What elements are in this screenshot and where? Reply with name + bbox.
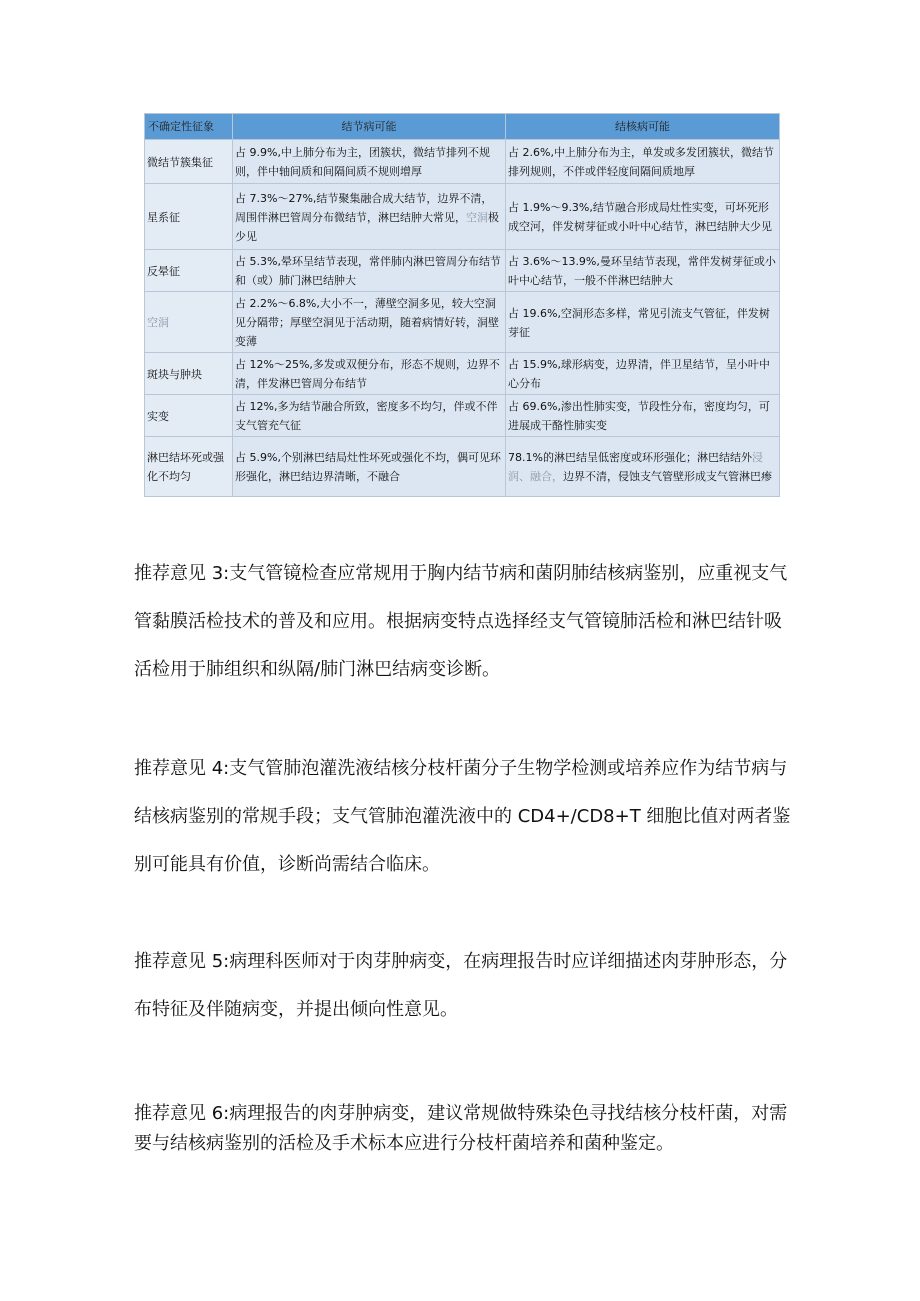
recommendation-text: 支气管镜检查应常规用于胸内结节病和菌阴肺结核病鉴别，应重视支气管黏膜活检技术的普及和应用。根据病变特点选择经支气管镜肺活检和淋巴结针吸活检用于肺组织和纵隔/肺门淋巴结病变诊断。 bbox=[134, 563, 788, 680]
sarcoid-cell: 占 5.9%,个别淋巴结局灶性坏死或强化不均，偶可见环形强化，淋巴结边界清晰，不融合 bbox=[233, 437, 506, 497]
sarcoid-cell: 占 12%,多为结节融合所致，密度多不均匀，伴或不伴支气管充气征 bbox=[233, 395, 506, 437]
feature-cell: 空洞 bbox=[145, 292, 233, 353]
cell-text-muted: 浸润、融合， bbox=[508, 451, 763, 483]
header-tuberculosis: 结核病可能 bbox=[506, 114, 780, 140]
cell-text: 78.1%的淋巴结呈低密度或环形强化；淋巴结结外 bbox=[508, 451, 752, 464]
recommendation-text: 病理报告的肉芽肿病变，建议常规做特殊染色寻找结核分枝杆菌，对需要与结核病鉴别的活检及手术标本应进行分枝杆菌培养和菌种鉴定。 bbox=[134, 1103, 788, 1154]
tb-cell: 占 19.6%,空洞形态多样，常见引流支气管征，伴发树芽征 bbox=[506, 292, 780, 353]
comparison-table bbox=[144, 113, 780, 497]
recommendation-3 bbox=[134, 550, 794, 694]
recommendation-text: 病理科医师对于肉芽肿病变，在病理报告时应详细描述肉芽肿形态，分布特征及伴随病变，并提出倾向性意见。 bbox=[134, 951, 788, 1020]
table-row bbox=[145, 250, 780, 292]
table-row bbox=[145, 353, 780, 395]
table-row bbox=[145, 437, 780, 497]
feature-cell: 反晕征 bbox=[145, 250, 233, 292]
table-row bbox=[145, 292, 780, 353]
feature-cell: 实变 bbox=[145, 395, 233, 437]
cell-text: 边界不清，侵蚀支气管壁形成支气管淋巴瘆 bbox=[563, 470, 772, 483]
sarcoid-cell: 占 5.3%,晕环呈结节表现，常伴肺内淋巴管周分布结节和（或）肺门淋巴结肿大 bbox=[233, 250, 506, 292]
sarcoid-cell: 占 2.2%～6.8%,大小不一，薄壁空洞多见，较大空洞见分隔带；厚壁空洞见于活动期，随着病情好转，洞壁变薄 bbox=[233, 292, 506, 353]
header-sarcoidosis: 结节病可能 bbox=[233, 114, 506, 140]
table-row bbox=[145, 395, 780, 437]
table-row bbox=[145, 184, 780, 250]
header-feature: 不确定性征象 bbox=[145, 114, 233, 140]
table-row bbox=[145, 140, 780, 184]
sarcoid-cell: 占 9.9%,中上肺分布为主，团簇状，微结节排列不规则，伴中轴间质和间隔间质不规则增厚 bbox=[233, 140, 506, 184]
tb-cell bbox=[506, 437, 780, 497]
cell-text-muted: 空洞 bbox=[466, 210, 488, 224]
table-header-row bbox=[145, 114, 780, 140]
recommendation-label: 推荐意见 3: bbox=[134, 563, 230, 584]
sarcoid-cell bbox=[233, 184, 506, 250]
tb-cell: 占 2.6%,中上肺分布为主，单发或多发团簇状，微结节排列规则，不伴或伴轻度间隔间质地厚 bbox=[506, 140, 780, 184]
tb-cell: 占 15.9%,球形病变，边界清，伴卫星结节，呈小叶中心分布 bbox=[506, 353, 780, 395]
recommendation-text: 支气管肺泡灌洗液结核分枝杆菌分子生物学检测或培养应作为结节病与结核病鉴别的常规手段；支气管肺泡灌洗液中的 CD4+/CD8+T 细胞比值对两者鉴别可能具有价值，诊断尚需结合临床。 bbox=[134, 758, 791, 875]
sarcoid-cell: 占 12%～25%,多发或双便分布，形态不规则，边界不清，伴发淋巴管周分布结节 bbox=[233, 353, 506, 395]
feature-cell: 星系征 bbox=[145, 184, 233, 250]
tb-cell: 占 1.9%～9.3%,结节融合形成局灶性实变，可坏死形成空河，伴发树芽征或小叶中心结节，淋巴结肿大少见 bbox=[506, 184, 780, 250]
feature-cell: 斑块与肿块 bbox=[145, 353, 233, 395]
recommendation-5 bbox=[134, 938, 794, 1034]
cell-text: 极少见 bbox=[235, 210, 499, 243]
recommendation-label: 推荐意见 6: bbox=[134, 1103, 230, 1124]
tb-cell: 占 3.6%～13.9%,曼环呈结节表现，常伴发树芽征或小叶中心结节，一般不伴淋巴结肿大 bbox=[506, 250, 780, 292]
recommendation-label: 推荐意见 5: bbox=[134, 951, 230, 972]
recommendation-4 bbox=[134, 745, 794, 889]
feature-cell: 淋巴结坏死或强化不均匀 bbox=[145, 437, 233, 497]
cell-text: 占 7.3%～27%,结节聚集融合成大结节，边界不清，周围伴淋巴管周分布微结节，淋巴结肿大常见， bbox=[235, 191, 493, 224]
recommendation-6 bbox=[134, 1090, 794, 1159]
tb-cell: 占 69.6%,渗出性肺实变，节段性分布，密度均匀，可进展成干酪性肺实变 bbox=[506, 395, 780, 437]
recommendation-label: 推荐意见 4: bbox=[134, 758, 230, 779]
feature-cell: 微结节簇集征 bbox=[145, 140, 233, 184]
